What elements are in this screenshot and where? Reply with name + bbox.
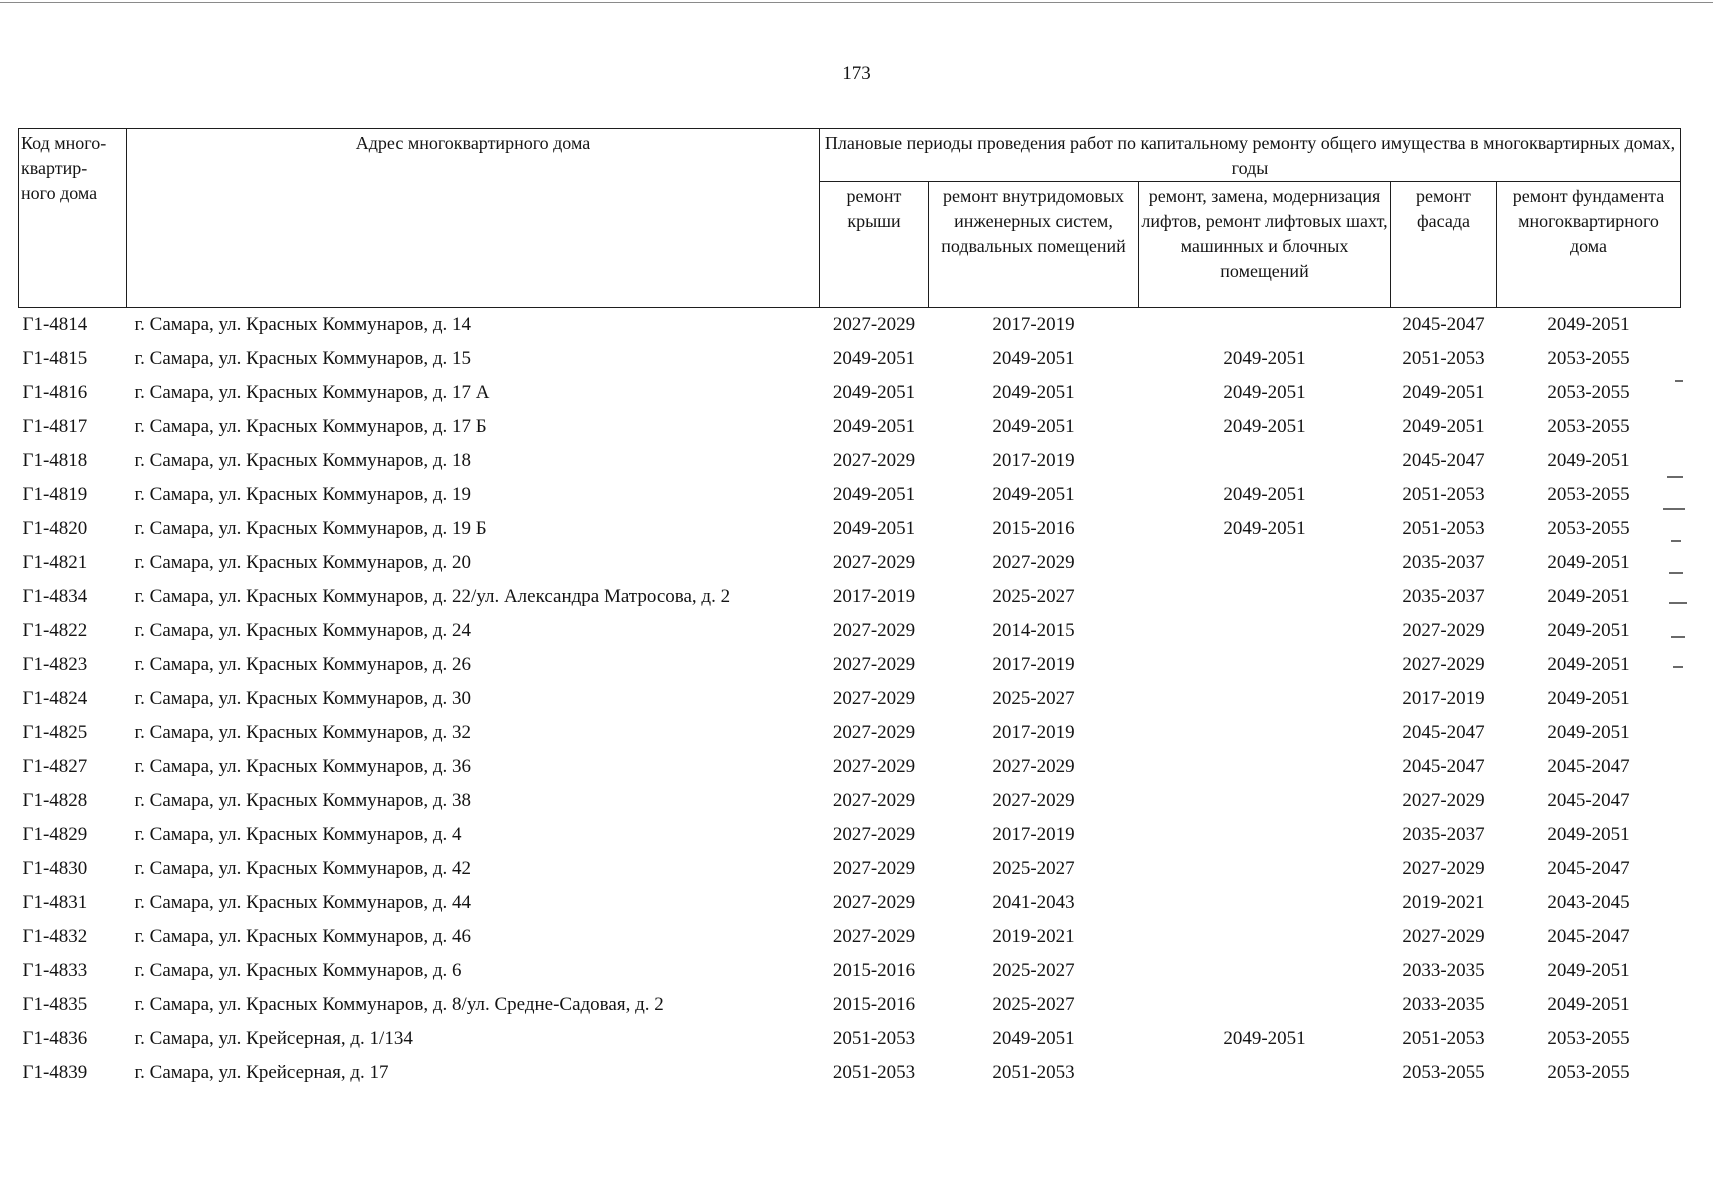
cell-lifts bbox=[1139, 920, 1391, 954]
cell-address: г. Самара, ул. Красных Коммунаров, д. 20 bbox=[134, 552, 472, 573]
cell-address: г. Самара, ул. Красных Коммунаров, д. 26 bbox=[134, 654, 472, 675]
cell-foundation: 2049-2051 bbox=[1547, 688, 1630, 709]
cell-address: г. Самара, ул. Красных Коммунаров, д. 18 bbox=[134, 450, 472, 471]
cell-roof: 2049-2051 bbox=[832, 382, 916, 403]
cell-facade: 2051-2053 bbox=[1402, 1028, 1485, 1049]
cell-foundation: 2053-2055 bbox=[1547, 518, 1630, 539]
cell-code: Г1-4835 bbox=[22, 994, 88, 1015]
cell-roof: 2027-2029 bbox=[832, 314, 916, 335]
cell-code: Г1-4829 bbox=[22, 824, 88, 845]
cell-lifts: 2049-2051 bbox=[1223, 416, 1306, 437]
cell-lifts: 2049-2051 bbox=[1223, 382, 1306, 403]
table-row bbox=[19, 580, 1681, 614]
cell-address: г. Самара, ул. Красных Коммунаров, д. 4 bbox=[134, 824, 462, 845]
cell-facade: 2051-2053 bbox=[1402, 348, 1485, 369]
table-row bbox=[19, 410, 1681, 444]
table-row bbox=[19, 342, 1681, 376]
header-planned-periods: Плановые периоды проведения работ по капитальному ремонту общего имущества в многоквартирных домах, годы bbox=[820, 129, 1681, 182]
cell-code: Г1-4820 bbox=[22, 518, 88, 539]
cell-foundation: 2049-2051 bbox=[1547, 994, 1630, 1015]
header-facade: ремонт фасада bbox=[1391, 182, 1497, 308]
cell-facade: 2027-2029 bbox=[1402, 620, 1485, 641]
cell-facade: 2049-2051 bbox=[1402, 416, 1485, 437]
cell-code: Г1-4817 bbox=[22, 416, 88, 437]
cell-facade: 2027-2029 bbox=[1402, 790, 1485, 811]
cell-address: г. Самара, ул. Красных Коммунаров, д. 42 bbox=[134, 858, 472, 879]
cell-code: Г1-4830 bbox=[22, 858, 88, 879]
cell-foundation: 2053-2055 bbox=[1547, 348, 1630, 369]
cell-code: Г1-4832 bbox=[22, 926, 88, 947]
cell-lifts bbox=[1139, 954, 1391, 988]
cell-lifts: 2049-2051 bbox=[1223, 348, 1306, 369]
cell-roof: 2049-2051 bbox=[832, 484, 916, 505]
cell-lifts bbox=[1139, 546, 1391, 580]
cell-foundation: 2053-2055 bbox=[1547, 484, 1630, 505]
cell-code: Г1-4825 bbox=[22, 722, 88, 743]
cell-foundation: 2049-2051 bbox=[1547, 586, 1630, 607]
cell-foundation: 2049-2051 bbox=[1547, 314, 1630, 335]
cell-engineering: 2049-2051 bbox=[992, 348, 1075, 369]
cell-engineering: 2019-2021 bbox=[992, 926, 1075, 947]
cell-code: Г1-4823 bbox=[22, 654, 88, 675]
cell-roof: 2027-2029 bbox=[832, 858, 916, 879]
cell-foundation: 2049-2051 bbox=[1547, 450, 1630, 471]
cell-address: г. Самара, ул. Красных Коммунаров, д. 46 bbox=[134, 926, 472, 947]
cell-roof: 2049-2051 bbox=[832, 518, 916, 539]
cell-address: г. Самара, ул. Красных Коммунаров, д. 8/ул. Средне-Садовая, д. 2 bbox=[134, 994, 664, 1015]
cell-engineering: 2049-2051 bbox=[992, 484, 1075, 505]
cell-engineering: 2027-2029 bbox=[992, 552, 1075, 573]
cell-code: Г1-4821 bbox=[22, 552, 88, 573]
cell-code: Г1-4819 bbox=[22, 484, 88, 505]
table-row bbox=[19, 546, 1681, 580]
table-row bbox=[19, 308, 1681, 343]
cell-code: Г1-4824 bbox=[22, 688, 88, 709]
scan-artifacts bbox=[1645, 380, 1705, 700]
table-row bbox=[19, 614, 1681, 648]
cell-lifts bbox=[1139, 682, 1391, 716]
cell-facade: 2053-2055 bbox=[1402, 1062, 1485, 1083]
cell-engineering: 2015-2016 bbox=[992, 518, 1075, 539]
table-row bbox=[19, 512, 1681, 546]
cell-roof: 2027-2029 bbox=[832, 824, 916, 845]
cell-roof: 2027-2029 bbox=[832, 620, 916, 641]
cell-foundation: 2045-2047 bbox=[1547, 858, 1630, 879]
table-row bbox=[19, 988, 1681, 1022]
cell-facade: 2049-2051 bbox=[1402, 382, 1485, 403]
cell-engineering: 2025-2027 bbox=[992, 858, 1075, 879]
cell-lifts bbox=[1139, 784, 1391, 818]
cell-address: г. Самара, ул. Красных Коммунаров, д. 30 bbox=[134, 688, 472, 709]
cell-facade: 2027-2029 bbox=[1402, 654, 1485, 675]
cell-roof: 2049-2051 bbox=[832, 348, 916, 369]
cell-address: г. Самара, ул. Красных Коммунаров, д. 22/ул. Александра Матросова, д. 2 bbox=[134, 586, 731, 607]
cell-facade: 2035-2037 bbox=[1402, 552, 1485, 573]
cell-foundation: 2049-2051 bbox=[1547, 960, 1630, 981]
cell-code: Г1-4815 bbox=[22, 348, 88, 369]
cell-facade: 2027-2029 bbox=[1402, 926, 1485, 947]
header-engineering: ремонт внутридомовых инженерных систем, подвальных помещений bbox=[929, 182, 1139, 308]
cell-engineering: 2049-2051 bbox=[992, 416, 1075, 437]
table-row bbox=[19, 954, 1681, 988]
cell-roof: 2015-2016 bbox=[832, 994, 916, 1015]
table-row bbox=[19, 1056, 1681, 1090]
cell-roof: 2027-2029 bbox=[832, 790, 916, 811]
cell-engineering: 2025-2027 bbox=[992, 960, 1075, 981]
header-roof: ремонт крыши bbox=[820, 182, 929, 308]
page-number: 173 bbox=[842, 63, 871, 84]
cell-address: г. Самара, ул. Красных Коммунаров, д. 19 bbox=[134, 484, 472, 505]
cell-foundation: 2049-2051 bbox=[1547, 552, 1630, 573]
cell-foundation: 2045-2047 bbox=[1547, 790, 1630, 811]
cell-engineering: 2017-2019 bbox=[992, 314, 1075, 335]
cell-roof: 2027-2029 bbox=[832, 926, 916, 947]
repair-schedule-table bbox=[18, 128, 1681, 1090]
table-row bbox=[19, 784, 1681, 818]
cell-code: Г1-4839 bbox=[22, 1062, 88, 1083]
cell-foundation: 2049-2051 bbox=[1547, 654, 1630, 675]
cell-roof: 2027-2029 bbox=[832, 654, 916, 675]
cell-address: г. Самара, ул. Крейсерная, д. 1/134 bbox=[134, 1028, 413, 1049]
cell-code: Г1-4833 bbox=[22, 960, 88, 981]
cell-address: г. Самара, ул. Красных Коммунаров, д. 6 bbox=[134, 960, 462, 981]
cell-roof: 2051-2053 bbox=[832, 1062, 916, 1083]
cell-foundation: 2053-2055 bbox=[1547, 416, 1630, 437]
cell-foundation: 2045-2047 bbox=[1547, 756, 1630, 777]
cell-code: Г1-4816 bbox=[22, 382, 88, 403]
table-row bbox=[19, 818, 1681, 852]
cell-roof: 2027-2029 bbox=[832, 688, 916, 709]
cell-lifts bbox=[1139, 852, 1391, 886]
cell-roof: 2027-2029 bbox=[832, 450, 916, 471]
table-row bbox=[19, 444, 1681, 478]
cell-facade: 2027-2029 bbox=[1402, 858, 1485, 879]
table-row bbox=[19, 682, 1681, 716]
table-row bbox=[19, 920, 1681, 954]
table-row bbox=[19, 886, 1681, 920]
cell-facade: 2035-2037 bbox=[1402, 824, 1485, 845]
cell-facade: 2033-2035 bbox=[1402, 994, 1485, 1015]
cell-engineering: 2017-2019 bbox=[992, 824, 1075, 845]
cell-lifts: 2049-2051 bbox=[1223, 518, 1306, 539]
cell-engineering: 2014-2015 bbox=[992, 620, 1075, 641]
cell-lifts bbox=[1139, 444, 1391, 478]
cell-engineering: 2017-2019 bbox=[992, 654, 1075, 675]
table-row bbox=[19, 716, 1681, 750]
cell-facade: 2051-2053 bbox=[1402, 518, 1485, 539]
cell-code: Г1-4834 bbox=[22, 586, 88, 607]
cell-code: Г1-4831 bbox=[22, 892, 88, 913]
cell-address: г. Самара, ул. Красных Коммунаров, д. 17 Б bbox=[134, 416, 487, 437]
cell-engineering: 2025-2027 bbox=[992, 586, 1075, 607]
cell-foundation: 2053-2055 bbox=[1547, 1028, 1630, 1049]
cell-code: Г1-4836 bbox=[22, 1028, 88, 1049]
cell-roof: 2027-2029 bbox=[832, 756, 916, 777]
cell-foundation: 2043-2045 bbox=[1547, 892, 1630, 913]
cell-roof: 2017-2019 bbox=[832, 586, 916, 607]
table-row bbox=[19, 750, 1681, 784]
header-code: Код много- квартир- ного дома bbox=[19, 129, 127, 308]
cell-code: Г1-4814 bbox=[22, 314, 88, 335]
cell-address: г. Самара, ул. Красных Коммунаров, д. 38 bbox=[134, 790, 472, 811]
cell-facade: 2033-2035 bbox=[1402, 960, 1485, 981]
cell-facade: 2035-2037 bbox=[1402, 586, 1485, 607]
table-row bbox=[19, 478, 1681, 512]
header-foundation: ремонт фундамента многоквартирного дома bbox=[1497, 182, 1681, 308]
cell-lifts bbox=[1139, 580, 1391, 614]
cell-address: г. Самара, ул. Красных Коммунаров, д. 15 bbox=[134, 348, 472, 369]
cell-address: г. Самара, ул. Красных Коммунаров, д. 14 bbox=[134, 314, 472, 335]
cell-facade: 2051-2053 bbox=[1402, 484, 1485, 505]
cell-roof: 2027-2029 bbox=[832, 552, 916, 573]
cell-roof: 2027-2029 bbox=[832, 892, 916, 913]
cell-address: г. Самара, ул. Красных Коммунаров, д. 17 А bbox=[134, 382, 490, 403]
cell-lifts bbox=[1139, 716, 1391, 750]
top-rule bbox=[0, 2, 1713, 3]
cell-address: г. Самара, ул. Красных Коммунаров, д. 32 bbox=[134, 722, 472, 743]
header-lifts: ремонт, замена, модернизация лифтов, ремонт лифтовых шахт, машинных и блочных помещений bbox=[1139, 182, 1391, 308]
cell-foundation: 2053-2055 bbox=[1547, 1062, 1630, 1083]
cell-address: г. Самара, ул. Крейсерная, д. 17 bbox=[134, 1062, 389, 1083]
cell-lifts bbox=[1139, 648, 1391, 682]
cell-roof: 2051-2053 bbox=[832, 1028, 916, 1049]
cell-engineering: 2049-2051 bbox=[992, 382, 1075, 403]
cell-foundation: 2049-2051 bbox=[1547, 824, 1630, 845]
cell-facade: 2045-2047 bbox=[1402, 314, 1485, 335]
cell-code: Г1-4818 bbox=[22, 450, 88, 471]
cell-foundation: 2045-2047 bbox=[1547, 926, 1630, 947]
cell-engineering: 2027-2029 bbox=[992, 756, 1075, 777]
cell-engineering: 2049-2051 bbox=[992, 1028, 1075, 1049]
cell-roof: 2015-2016 bbox=[832, 960, 916, 981]
cell-address: г. Самара, ул. Красных Коммунаров, д. 44 bbox=[134, 892, 472, 913]
cell-facade: 2045-2047 bbox=[1402, 722, 1485, 743]
table-row bbox=[19, 648, 1681, 682]
cell-roof: 2049-2051 bbox=[832, 416, 916, 437]
table-body bbox=[19, 308, 1681, 1091]
table-row bbox=[19, 852, 1681, 886]
cell-address: г. Самара, ул. Красных Коммунаров, д. 36 bbox=[134, 756, 472, 777]
cell-engineering: 2041-2043 bbox=[992, 892, 1075, 913]
cell-facade: 2045-2047 bbox=[1402, 450, 1485, 471]
cell-code: Г1-4828 bbox=[22, 790, 88, 811]
cell-facade: 2017-2019 bbox=[1402, 688, 1485, 709]
table-row bbox=[19, 376, 1681, 410]
cell-lifts: 2049-2051 bbox=[1223, 484, 1306, 505]
cell-engineering: 2025-2027 bbox=[992, 688, 1075, 709]
cell-engineering: 2025-2027 bbox=[992, 994, 1075, 1015]
cell-engineering: 2051-2053 bbox=[992, 1062, 1075, 1083]
cell-engineering: 2027-2029 bbox=[992, 790, 1075, 811]
cell-foundation: 2049-2051 bbox=[1547, 620, 1630, 641]
cell-code: Г1-4827 bbox=[22, 756, 88, 777]
table-row bbox=[19, 1022, 1681, 1056]
cell-lifts bbox=[1139, 308, 1391, 343]
cell-engineering: 2017-2019 bbox=[992, 450, 1075, 471]
cell-lifts bbox=[1139, 886, 1391, 920]
cell-lifts bbox=[1139, 614, 1391, 648]
cell-roof: 2027-2029 bbox=[832, 722, 916, 743]
cell-lifts bbox=[1139, 750, 1391, 784]
cell-address: г. Самара, ул. Красных Коммунаров, д. 24 bbox=[134, 620, 472, 641]
cell-lifts bbox=[1139, 818, 1391, 852]
cell-foundation: 2053-2055 bbox=[1547, 382, 1630, 403]
cell-code: Г1-4822 bbox=[22, 620, 88, 641]
cell-address: г. Самара, ул. Красных Коммунаров, д. 19 Б bbox=[134, 518, 487, 539]
cell-engineering: 2017-2019 bbox=[992, 722, 1075, 743]
cell-facade: 2019-2021 bbox=[1402, 892, 1485, 913]
cell-facade: 2045-2047 bbox=[1402, 756, 1485, 777]
cell-lifts bbox=[1139, 988, 1391, 1022]
cell-lifts bbox=[1139, 1056, 1391, 1090]
cell-foundation: 2049-2051 bbox=[1547, 722, 1630, 743]
cell-lifts: 2049-2051 bbox=[1223, 1028, 1306, 1049]
header-address: Адрес многоквартирного дома bbox=[127, 129, 820, 308]
